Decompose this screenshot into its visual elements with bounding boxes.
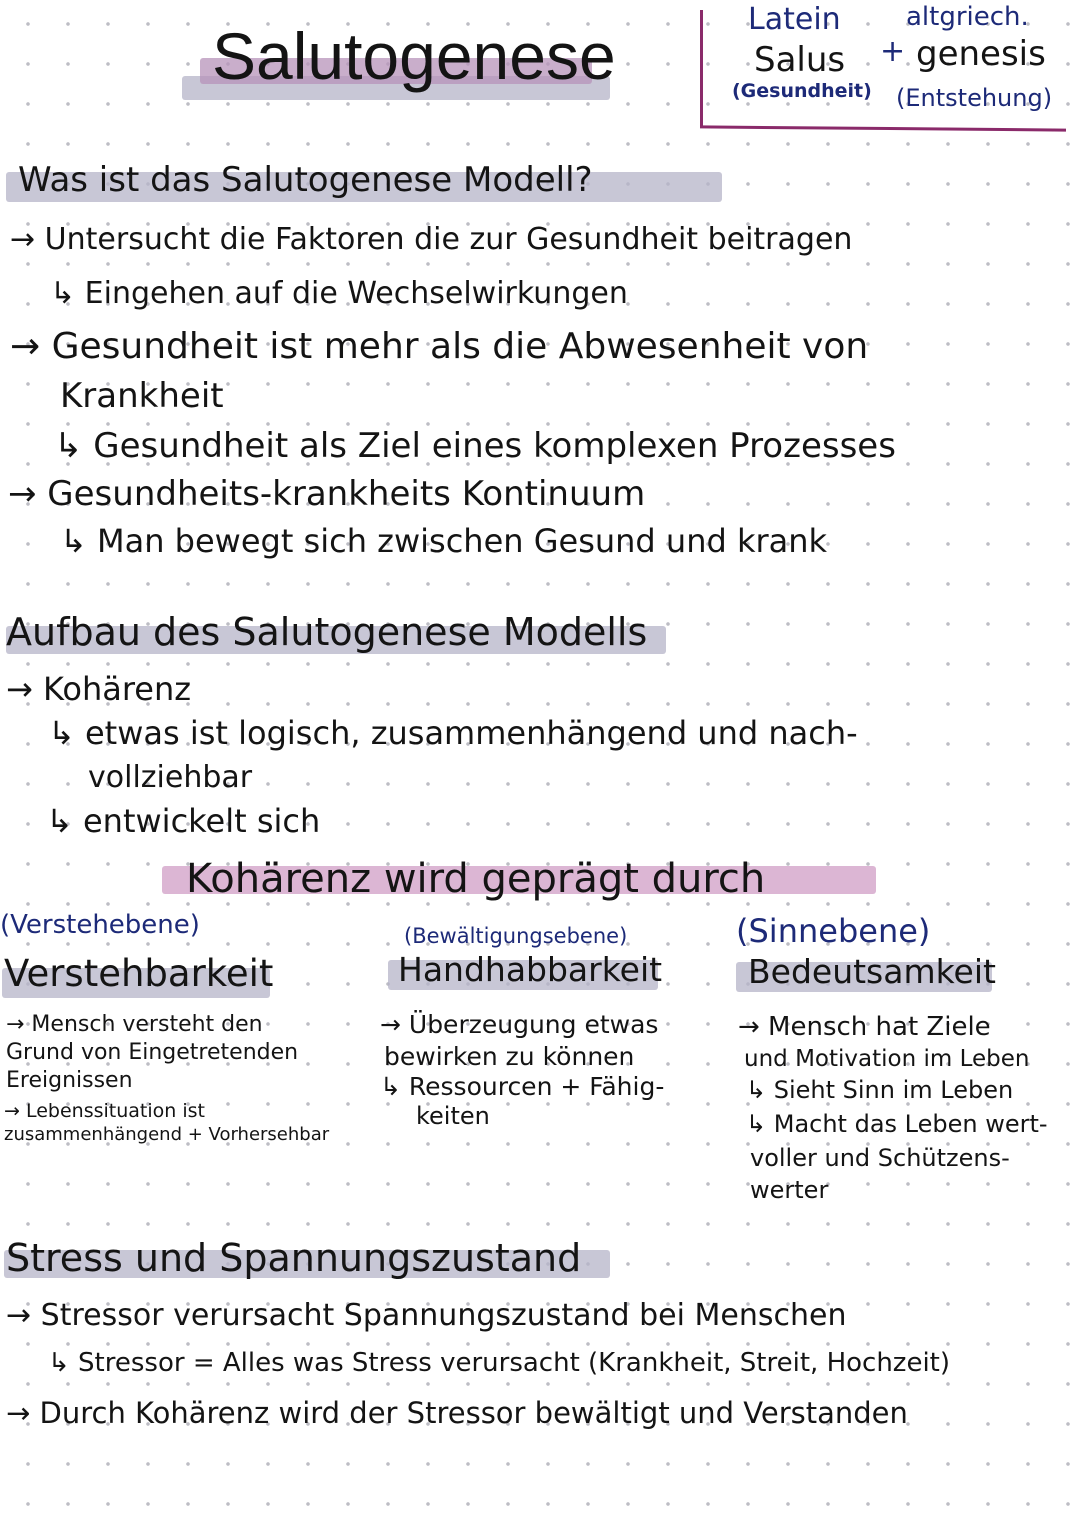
- greek-meaning: (Entstehung): [896, 84, 1053, 112]
- column-name-verstehbarkeit: Verstehbarkeit: [4, 952, 274, 995]
- column-line: → Mensch versteht den: [6, 1012, 263, 1037]
- latin-label: Latein: [748, 2, 841, 37]
- section1-heading: Was ist das Salutogenese Modell?: [18, 160, 593, 200]
- column-line: → Mensch hat Ziele: [738, 1012, 991, 1042]
- column-name-handhabbarkeit: Handhabbarkeit: [398, 950, 663, 989]
- column-line: bewirken zu können: [384, 1042, 635, 1071]
- section1-line: → Untersucht die Faktoren die zur Gesundheit beitragen: [10, 222, 853, 257]
- section2-line: ↳ etwas ist logisch, zusammenhängend und nach-: [48, 714, 858, 752]
- column-level-sinn: (Sinnebene): [736, 912, 931, 950]
- section3-line: → Durch Kohärenz wird der Stressor bewältigt und Verstanden: [6, 1396, 908, 1430]
- column-level-verstehen: (Verstehebene): [0, 910, 200, 940]
- etymology-bracket-vertical: [700, 10, 703, 128]
- section1-line: ↳ Eingehen auf die Wechselwirkungen: [50, 276, 628, 311]
- section1-line: ↳ Gesundheit als Ziel eines komplexen Prozesses: [54, 426, 896, 466]
- column-line: werter: [750, 1176, 829, 1204]
- section1-line: → Gesundheit ist mehr als die Abwesenheit von: [10, 326, 869, 367]
- section2-line: vollziehbar: [88, 760, 253, 795]
- column-line: Ereignissen: [6, 1068, 133, 1093]
- section2-line: → Kohärenz: [6, 670, 192, 708]
- section1-line: ↳ Man bewegt sich zwischen Gesund und krank: [60, 522, 828, 560]
- column-line: → Lebenssituation ist: [4, 1100, 205, 1122]
- column-line: ↳ Sieht Sinn im Leben: [746, 1076, 1014, 1104]
- section1-line: Krankheit: [60, 376, 224, 416]
- column-level-bewaeltigung: (Bewältigungsebene): [404, 924, 628, 948]
- latin-word: Salus: [754, 40, 846, 80]
- column-line: keiten: [416, 1102, 490, 1130]
- greek-label: altgriech.: [906, 2, 1029, 32]
- page-title: Salutogenese: [212, 19, 616, 93]
- section1-line: → Gesundheits-krankheits Kontinuum: [8, 474, 646, 514]
- column-line: → Überzeugung etwas: [380, 1010, 659, 1039]
- greek-word: genesis: [916, 34, 1046, 74]
- column-line: ↳ Macht das Leben wert-: [746, 1110, 1048, 1138]
- section3-line: → Stressor verursacht Spannungszustand bei Menschen: [6, 1298, 847, 1333]
- etymology-bracket-horizontal: [700, 125, 1066, 131]
- latin-meaning: (Gesundheit): [732, 80, 872, 102]
- section2-line: ↳ entwickelt sich: [46, 802, 321, 840]
- column-line: ↳ Ressourcen + Fähig-: [380, 1072, 665, 1101]
- column-line: voller und Schützens-: [750, 1144, 1010, 1172]
- coherence-subheading: Kohärenz wird geprägt durch: [186, 856, 766, 902]
- column-line: Grund von Eingetretenden: [6, 1040, 299, 1065]
- column-line: und Motivation im Leben: [744, 1046, 1030, 1072]
- section3-line: ↳ Stressor = Alles was Stress verursacht (Krankheit, Streit, Hochzeit): [48, 1348, 951, 1378]
- section3-heading: Stress und Spannungszustand: [6, 1236, 582, 1280]
- column-name-bedeutsamkeit: Bedeutsamkeit: [748, 952, 996, 991]
- section2-heading: Aufbau des Salutogenese Modells: [6, 610, 648, 654]
- plus-sign: +: [880, 34, 906, 69]
- column-line: zusammenhängend + Vorhersehbar: [4, 1124, 330, 1145]
